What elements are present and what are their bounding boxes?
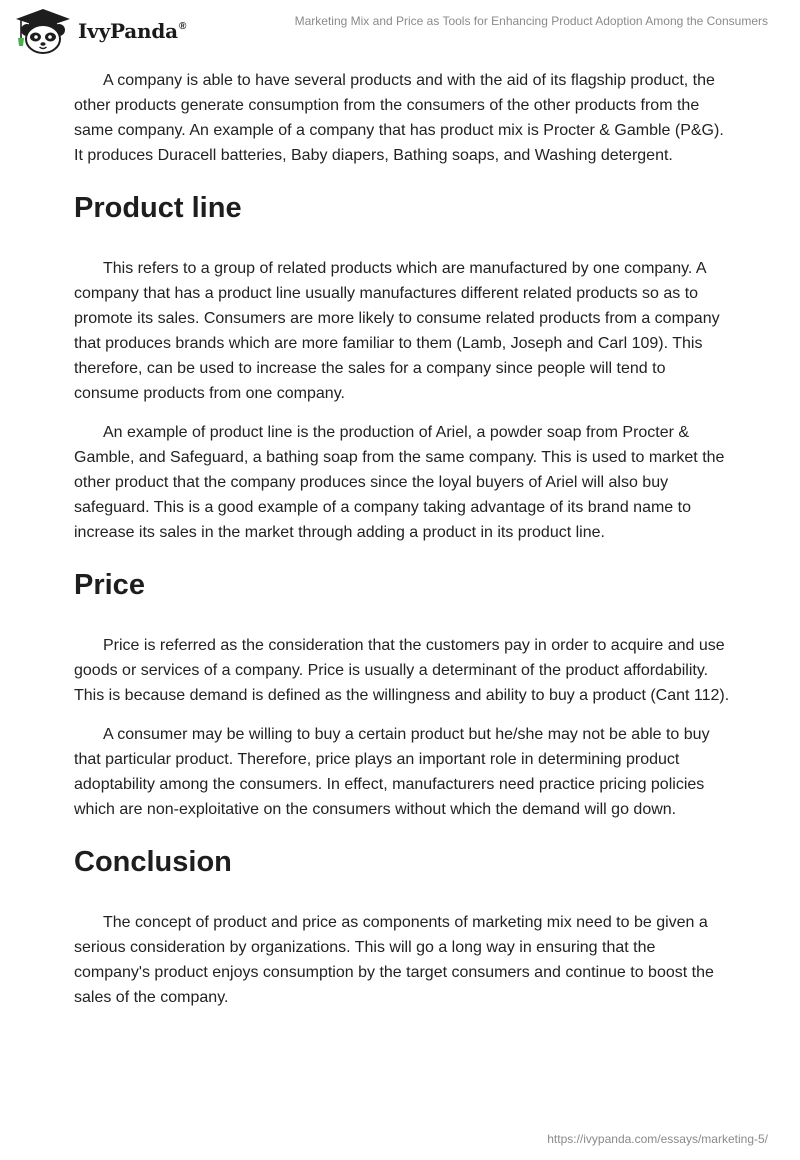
document-title: Marketing Mix and Price as Tools for Enhancing Product Adoption Among the Consumers [294,14,768,28]
section-heading-product-line: Product line [74,192,242,224]
body-paragraph: The concept of product and price as components of marketing mix need to be given a serious consideration by organizations. This will go a long way in ensuring that the company's product enjoys consumption by the target consumers and continue to boost the sales of the company. [74,914,714,1006]
essay-body [74,68,734,1024]
source-url[interactable]: https://ivypanda.com/essays/marketing-5/ [547,1132,768,1146]
body-paragraph: An example of product line is the production of Ariel, a powder soap from Procter & Gamble, and Safeguard, a bathing soap from the same company. This is used to market the other product that the company produces since the loyal buyers of Ariel will also buy safeguard. This is a good example of a company taking advantage of its brand name to increase its sales in the market through adding a product in its product line. [74,424,725,541]
section-heading-conclusion: Conclusion [74,846,232,878]
intro-paragraph: A company is able to have several products and with the aid of its flagship product, the other products generate consumption from the consumers of the other products from the same company. An example of a company that has product mix is Procter & Gamble (P&G). It produces Duracell batteries, Baby diapers, Bathing soaps, and Washing detergent. [74,72,724,164]
body-paragraph: This refers to a group of related products which are manufactured by one company. A company that has a product line usually manufactures different related products so as to promote its sales. Consumers are more likely to consume related products from a company that produces brands which are more familiar to them (Lamb, Joseph and Carl 109). This therefore, can be used to increase the sales for a company since people will tend to consume products from one company. [74,260,720,402]
body-paragraph: Price is referred as the consideration that the customers pay in order to acquire and use goods or services of a company. Price is usually a determinant of the product affordability. This is because demand is defined as the willingness and ability to buy a product (Cant 112). [74,637,730,704]
section-heading-price: Price [74,569,145,601]
brand-name: IvyPanda® [78,19,187,43]
panda-graduate-icon [14,8,72,54]
page-header [0,0,800,60]
brand-logo[interactable] [14,8,186,54]
body-paragraph: A consumer may be willing to buy a certain product but he/she may not be able to buy that particular product. Therefore, price plays an important role in determining product adoptability among the consumers. In effect, manufacturers need practice pricing policies which are non-exploitative on the consumers without which the demand will go down. [74,726,710,818]
